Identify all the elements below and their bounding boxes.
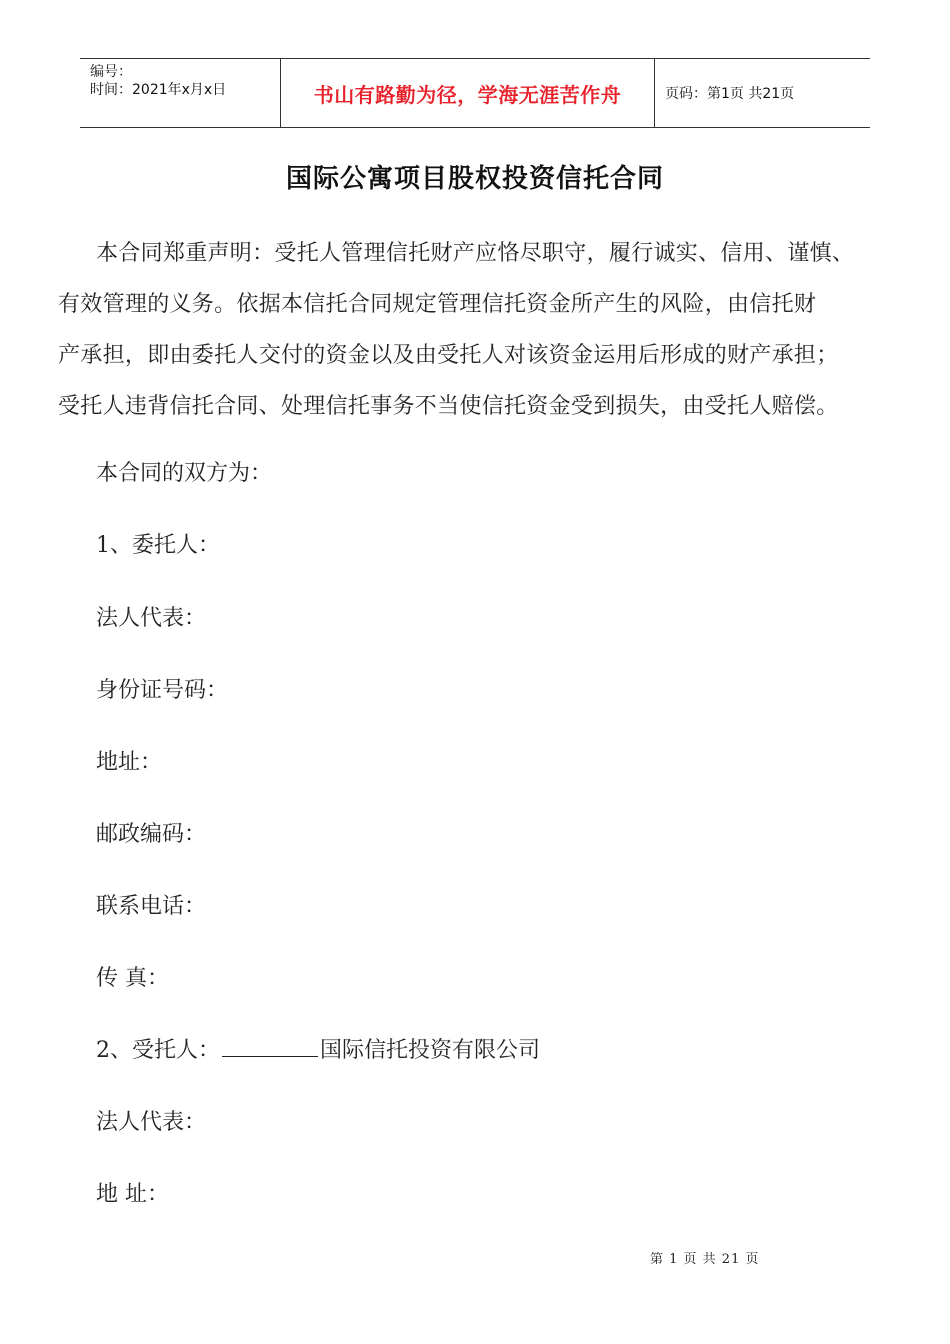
trustor-legal-rep-label: 法人代表：	[96, 606, 207, 631]
trustee-address-label: 地 址：	[96, 1182, 169, 1207]
header-meta-cell	[80, 59, 281, 127]
page-footer: 第 1 页 共 21 页	[650, 1252, 760, 1267]
declaration-line: 产承担，即由委托人交付的资金以及由受托人对该资金运用后形成的财产承担；	[58, 343, 839, 368]
trustor-postcode-label: 邮政编码：	[96, 822, 207, 847]
trustee-heading: 2、受托人：	[96, 1038, 220, 1063]
header-table	[80, 58, 870, 128]
declaration-line: 有效管理的义务。依据本信托合同规定管理信托资金所产生的风险，由信托财	[58, 292, 817, 317]
trustor-heading: 1、委托人：	[96, 533, 220, 558]
trustee-row	[96, 1033, 540, 1064]
trustee-legal-rep-label: 法人代表：	[96, 1110, 207, 1135]
trustor-fax-label: 传 真：	[96, 966, 169, 991]
header-motto: 书山有路勤为径，学海无涯苦作舟	[281, 59, 655, 127]
trustor-id-label: 身份证号码：	[96, 678, 229, 703]
header-page-info: 页码：第1页 共21页	[665, 86, 795, 102]
parties-intro: 本合同的双方为：	[96, 461, 273, 486]
document-number-label: 编号：	[90, 64, 132, 80]
trustor-address-label: 地址：	[96, 750, 163, 775]
declaration-paragraph	[58, 228, 918, 432]
trustee-name-blank	[222, 1034, 318, 1057]
document-time-label: 时间：2021年x月x日	[90, 82, 227, 98]
trustee-company: 国际信托投资有限公司	[320, 1038, 541, 1063]
trustor-phone-label: 联系电话：	[96, 894, 207, 919]
document-title: 国际公寓项目股权投资信托合同	[285, 164, 664, 194]
declaration-line: 受托人违背信托合同、处理信托事务不当使信托资金受到损失，由受托人赔偿。	[58, 394, 839, 419]
declaration-line: 本合同郑重声明：受托人管理信托财产应恪尽职守，履行诚实、信用、谨慎、	[96, 241, 855, 266]
